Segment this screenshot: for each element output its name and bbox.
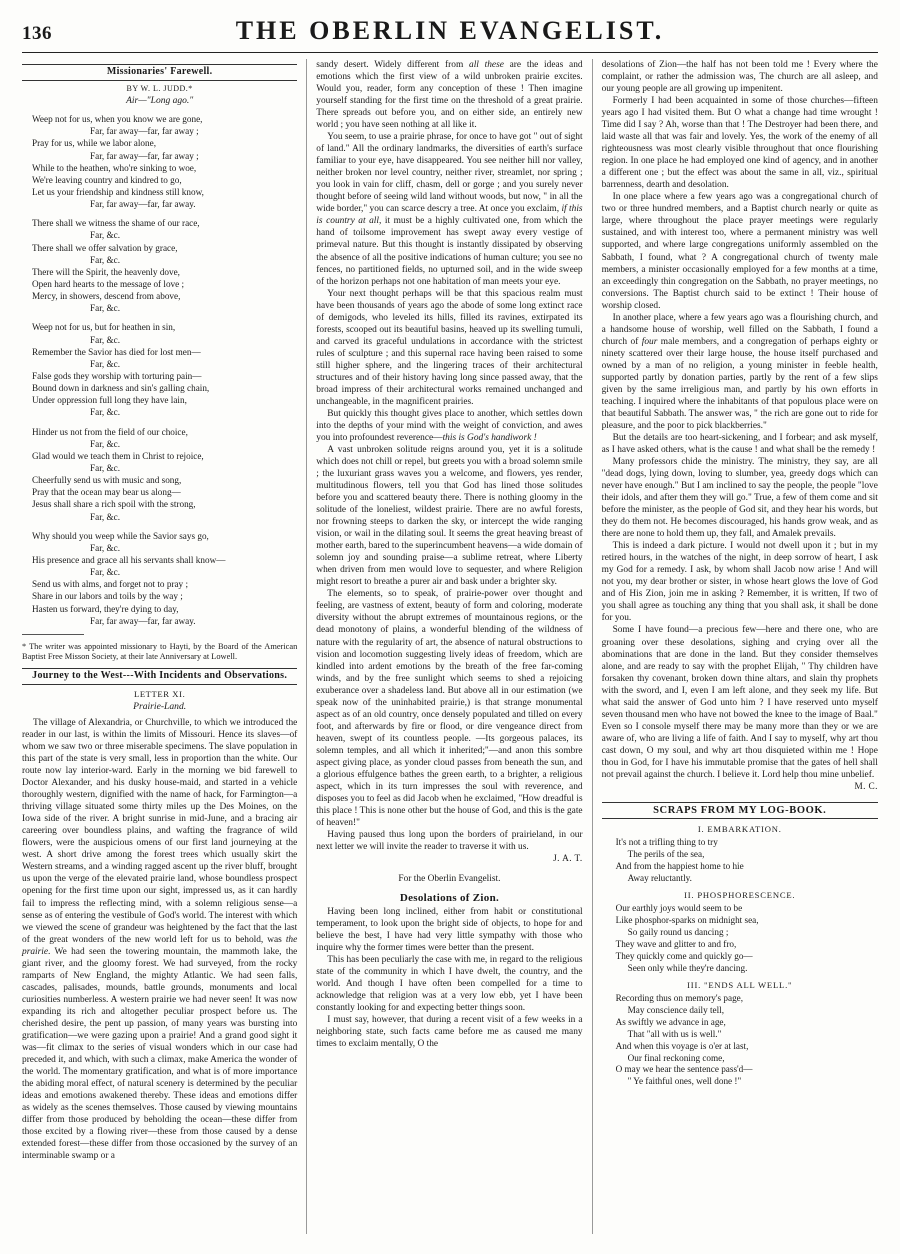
poem-line: Recording thus on memory's page,	[615, 992, 744, 1003]
article-heading-missionaries-farewell: Missionaries' Farewell.	[22, 64, 297, 81]
poem-line: They wave and glitter to and fro,	[615, 938, 737, 949]
poem-line: O may we hear the sentence pass'd—	[615, 1064, 753, 1075]
scrap-subtitle: III. "ENDS ALL WELL."	[687, 979, 793, 990]
poem-line: Far, &c.	[90, 334, 120, 345]
column-2	[307, 59, 592, 1234]
paragraph: But the details are too heart-sickening, and I forbear; and ask myself, as I have asked others, what is the cause ! and what shall be the remedy !	[601, 432, 878, 455]
poem-line: And when this voyage is o'er at last,	[615, 1040, 749, 1051]
poem-line: Far, &c.	[90, 230, 120, 241]
paragraph: Formerly I had been acquainted in some of those churches—fifteen years ago I had visited them. But O what a change had time wrought ! Time did I say ? Ah, worse than that ! The Destroyer had been there, and laid waste all that was fair and lovely. Yes, the work of the enemy of all righteousness was most clearly visible throughout that once flourishing region. In one place he had employed one kind of agency, and in another a different one ; but the effect was about the same in all, viz., spiritual barrenness, dearth and desolation.	[601, 96, 878, 191]
poem-line: Send us with alms, and forget not to pray ;	[32, 579, 188, 590]
poem-line: Remember the Savior has died for lost men—	[32, 346, 201, 357]
poem-line: Like phosphor-sparks on midnight sea,	[615, 914, 759, 925]
paragraph: I must say, however, that during a recent visit of a few weeks in a neighboring state, such facts came before me as caused me many times to exclaim mentally, O the	[316, 1015, 583, 1050]
poem-line: " Ye faithful ones, well done !"	[627, 1076, 742, 1087]
poem-line: False gods they worship with torturing pain—	[32, 371, 202, 381]
poem-line: Far, &c.	[90, 511, 120, 522]
poem-line: Jesus shall share a rich spoil with the strong,	[32, 499, 196, 510]
letter-number: LETTER XI.	[133, 688, 186, 699]
masthead-rule	[22, 52, 878, 53]
poem-line: Far, &c.	[90, 542, 120, 553]
paragraph: The elements, so to speak, of prairie-power over thought and feeling, are vastness of extent, beauty of form and coloring, moderate diversity without the abrupt extremes of mountainous regions, or the dead monotony of plains, a wonderful blending of the wildness of nature with the regularity of art, the absence of natural obstructions to vision and locomotion suggesting lively ideas of freedom, which are kindled into ardent emotions by the breath of the free far-coming winds, and by the free sunlight which seems to shed a rejoicing exuberance over a shadeless land. But above all in our estimation (we speak now of the uninhabited prairie,) is that strange monumental aspect as of an old country, once densely populated and tilled on every foot, and afterwards by fire or flood, or dire vengeance direct from heaven, swept of its countless people. —Its gorgeous palaces, its solemn temples, and all which it inherited;"—and anon this sombre aspect giving place, as yonder cloud passes from beneath the sun, and a glorious effulgence bathes the green earth, to a brighter, a religious aspect, which in its turn impresses the soul with reverence, and disposes you to feel as did Jacob when he exclaimed, "How dreadful is this place ! This is none other but the house of God, and this is the gate of heaven!"	[316, 589, 583, 828]
poem-line: Far, &c.	[90, 303, 120, 314]
poem-line: We're leaving country and kindred to go,	[32, 174, 182, 185]
paragraph: This has been peculiarly the case with me, in regard to the religious state of the community in which I have dwelt, the country, and the world. And though I have often been compelled for a time to acknowledge that religion was at a very low ebb, yet I have been constantly looking for and expecting better things soon.	[316, 955, 583, 1014]
article-signature: M. C.	[854, 781, 878, 792]
poem-line: Far, &c.	[90, 462, 120, 473]
poem-line: There shall we witness the shame of our race,	[32, 218, 200, 229]
poem-line: Our earthly joys would seem to be	[615, 903, 743, 914]
poem-line: Far, far away—far, far away.	[90, 199, 196, 210]
poem-stanza	[32, 113, 297, 210]
poem-line: His presence and grace all his servants shall know—	[32, 554, 226, 565]
poem-stanza	[32, 426, 297, 523]
paragraph: Some I have found—a precious few—here and there one, who are groaning over these desolations, sighing and crying over all the abominations that are done in the land. But they consider themselves alone, and are ready to say with the prophet Elijah, " Thy children have forsaken thy covenant, broken down thine altars, and slain thy prophets with the sword, and I, even I am left alone, and they seek my life. But what said the answer of God unto him ? I have reserved unto myself seven thousand men who have not bowed the knee to the image of Baal." Even so I console myself there may be many more than they or we are aware of, who are living a life of faith. And I say to myself, why art thou cast down, O my soul, and why art thou disquieted within me ! Hope thou in God, for I have his immutable promise that the gates of hell shall not prevail against the church. I believe it. Lord help thou mine unbelief.	[601, 625, 878, 780]
paragraph: You seem, to use a prairie phrase, for once to have got " out of sight of land." All the ordinary landmarks, the diversities of earth's surface familiar to your eye, have disappeared. You see neither hill nor valley, neither broken nor level country, neither river, streamlet, nor spring ; you look in vain for cliff, chasm, dell or gorge ; and you surely never thought before of seeing wild land without woods, but now, " in all the wide border," you can scarce descry a tree. At once you exclaim, if this is country at all, it must be a highly cultivated one, from which the hand of toilsome improvement has swept away every vestige of primeval nature. But this thought is instantly dissipated by observing the absence of all the positive indications of human culture; you see no fences, no partitioned fields, no upturned soil, and in the wide sweep of the horizon perhaps not one habitation of man meets your eye.	[316, 132, 583, 287]
poem-line: Far, &c.	[90, 254, 120, 265]
poem-line: Pray that the ocean may bear us along—	[32, 487, 181, 498]
paragraph: Your next thought perhaps will be that this spacious realm must have been thousands of years ago the abode of some long extinct race of demigods, who leveled its hills, filled its ravines, extirpated its forests, scooped out its beautiful basins, heaved up its swelling tumuli, and carved its graceful undulations in accordance with the strictest rules of sculpture ; and this supernal race having been raised to some still higher sphere, and the lingering traces of their architectural structures and of their history having long since passed away, that the broad impress of their architectural works remained unchanged and unchangeable, in the magnificent prairies.	[316, 288, 583, 407]
poem-line: The perils of the sea,	[627, 849, 705, 860]
poem-line: Open hard hearts to the message of love ;	[32, 279, 185, 290]
poem-line: Weep not for us, when you know we are gone,	[32, 114, 203, 125]
poem-line: Away reluctantly.	[627, 873, 692, 884]
column-3	[593, 59, 878, 1234]
poem-line: Our final reckoning come,	[627, 1052, 725, 1063]
paragraph: Having paused thus long upon the borders of prairieland, in our next letter we will invite the reader to traverse it with us.	[316, 830, 583, 853]
poem-line: And from the happiest home to hie	[615, 861, 744, 872]
paragraph: This is indeed a dark picture. I would not dwell upon it ; but in my retired hours, in the watches of the night, in deep sorrow of heart, I ask my God for a remedy. I ask, by whom shall Jacob now arise ! And will not you, my dear brother or sister, in whose heart glows the love of God and of His Zion, join me in asking ? Remember, it is written, If two of you shall agree as touching any thing that you shall ask, it shall be done for you.	[601, 541, 878, 624]
poem-line: Under oppression full long they have lain,	[32, 395, 187, 406]
poem-line: That "all with us is well."	[627, 1028, 722, 1039]
poem-line: Far, &c.	[90, 407, 120, 418]
poem-line: Let us your friendship and kindness still know,	[32, 187, 204, 198]
columns-container	[22, 59, 878, 1234]
article-heading-scraps-from-my-log-book: SCRAPS FROM MY LOG-BOOK.	[602, 802, 878, 819]
poem-stanza	[32, 217, 297, 314]
poem-line: So gaily round us dancing ;	[627, 926, 729, 937]
scrap-subtitle: I. EMBARKATION.	[697, 824, 782, 835]
poem-line: Mercy, in showers, descend from above,	[32, 291, 181, 302]
page-number: 136	[22, 23, 52, 44]
poem-line: Far, far away—far, far away ;	[90, 126, 199, 137]
poem-missionaries-farewell	[32, 113, 297, 627]
poem-line: There shall we offer salvation by grace,	[32, 242, 178, 253]
poem-line: They quickly come and quickly go—	[615, 950, 753, 961]
scrap-poem	[616, 903, 878, 975]
poem-line: Why should you weep while the Savior says go,	[32, 530, 209, 541]
poem-line: Hasten us forward, they're dying to day,	[32, 603, 179, 614]
paragraph: desolations of Zion—the half has not been told me ! Every where the complaint, or rather the admission was, The church are all asleep, and our young people are all growing up impenitent.	[601, 60, 878, 95]
poem-line: Bound down in darkness and sin's galling chain,	[32, 383, 210, 394]
paragraph: Many professors chide the ministry. The ministry, they say, are all "dead dogs, lying down, loving to slumber, yea, greedy dogs which can never have enough." But I am inclined to say the people, the people "love their idols, and after them they will go." True, a few of them come and sit before the minister, as the people of God sit, and they hear his words, but they do them not. He becomes discouraged, his hands grow weak, and as there are none to hold them up, they fall, and Amalek prevails.	[601, 457, 878, 540]
article-heading-journey-to-the-west: Journey to the West---With Incidents and Observations.	[22, 668, 297, 685]
poem-line: There will the Spirit, the heavenly dove,	[32, 266, 180, 277]
article-signature: J. A. T.	[553, 854, 583, 865]
scrap-subtitle: II. PHOSPHORESCENCE.	[684, 890, 796, 901]
paragraph: The village of Alexandria, or Churchville, to which we introduced the reader in our last, is within the limits of Missouri. Hence its slaves—of whom we saw two or three miserable specimens. The slave population in this part of the state is very small, less in proportion than the white. Our route now lay interior-ward. Early in the morning we bid farewell to Doctor Alexander, and his dusky house-maid, and started in a vehicle thoroughly western, dignified with the name of hack, for Farmington—a thriving village situated some thirty miles up the Des Moines, on the Iowa side of the river. A bright sunrise in mid-June, and a bracing air careering over boundless plains, and wafting the fragrance of wild flowers, were the auspicious omens of our first land journeying at the west. A short drive among the forest trees which usually skirt the Western streams, and a winding ragged ascent up the river bluff, brought us upon the verge of the elevated prairie land, whose boundless prospect opening for the first time upon our sight, impressed us, as it can hardly fail to impress the reflecting mind, with a solemn religious sense—a sense as of entering the vestibule of God's world. The interest with which we viewed the scene of grandeur was heightened by the fact that the last of the great wonders of the new world left for us to behold, was the prairie. We had seen the towering mountain, the mammoth lake, the giant river, and the gloomy forest. We had surveyed, from the rocky ramparts of New England, the mighty Atlantic. We had seen falls, cascades, palisades, mounds, battle grounds, monuments and local curiosities numberless. A western prairie we had never seen! It was now expanding its rich and altogether peculiar prospect before us. The cherished desire, the pent up passion, of many years was bursting into gratification—we were gazing upon a prairie! And a grand good sight it was—fit climax to the series of visual wonders which in our case had preceded it, and which, with such a climax, make America the wonder of the world. The momentary gratification, and what is of more importance the abiding moral effect, of natural scenery is determined by the peculiar ideas and emotions awakened thereby. These ideas and emotions differ as widely as the scenes themselves. Those caused by viewing mountains differ from those produced by beholding the ocean—these differ from those excited by a flowing river—these from those caused by a dense extended forest—these differ from those occasioned by the survey of an interminable swamp or a	[22, 718, 298, 1162]
poem-line: Far, far away—far, far away.	[90, 615, 196, 626]
poem-line: May conscience daily tell,	[627, 1004, 725, 1015]
poem-stanza	[32, 321, 297, 418]
paragraph: In one place where a few years ago was a congregational church of two or three hundred members, and a Baptist church nearly or quite as large, where throughout the place prayer meetings were regularly sustained, and with interest too, where a permanent ministry was well supported, and where large congregations uniformly assembled on the Sabbath, I found, what ? A congregational church of twenty male members, a minister occasionally employed for a few months at a time, an exceedingly thin congregation on the Sabbath, no prayer meetings, no conversions. The Baptist church said to be extinct ! Their house of worship closed.	[601, 192, 878, 311]
poem-line: Glad would we teach them in Christ to rejoice,	[32, 450, 204, 461]
poem-line: Seen only while they're dancing.	[627, 962, 748, 973]
poem-byline: BY W. L. JUDD.*	[126, 83, 193, 93]
poem-line: Far, &c.	[90, 358, 120, 369]
poem-line: Share in our labors and toils by the way ;	[32, 591, 183, 602]
footnote-rule	[22, 634, 84, 635]
poem-line: Far, far away—far, far away ;	[90, 150, 199, 161]
poem-air: Air—"Long ago."	[126, 96, 194, 107]
paragraph: sandy desert. Widely different from all these are the ideas and emotions which the first view of a wild unbroken prairie excites. Would you, reader, form any conception of these ! Then imagine yourself standing for the first time on the threshold of a great prairie. There spreads out before you, and on either side, an entirely new world ; you have seen nothing at all like it.	[316, 60, 583, 131]
masthead	[22, 16, 878, 46]
poem-line: Cheerfully send us with music and song,	[32, 475, 182, 486]
poem-stanza	[32, 530, 297, 627]
letter-subtitle: Prairie-Land.	[133, 700, 187, 712]
poem-line: It's not a trifling thing to try	[615, 837, 718, 848]
poem-line: Pray for us, while we labor alone,	[32, 138, 156, 149]
column-1	[22, 59, 307, 1234]
for-the-oberlin-evangelist-line: For the Oberlin Evangelist.	[398, 873, 501, 884]
paragraph: A vast unbroken solitude reigns around you, yet it is a solitude which does not chill or repel, but greets you with a broad solemn smile ; the luxuriant grass waves you a welcome, and flowers, yes render, multitudinous flowers, tell you that God has lined those solitudes before you and scattered beauty there. There is nothing gloomy in the solitude of the loneliest, wildest prairie. There are no awful forests, nor frowning steeps to darken the sky, or intercept the wide ranging vision, or wail in the dilating soul. It seems the great heaving breast of mother earth, bared to the superincumbent heavens—a wide domain of solemn joy and sounding praise—a sublime retreat, where Liberty when driven from men would love to sequester, and where Religion might resort to breathe a purer air and bask under a brighter sky.	[316, 445, 583, 588]
article-heading-desolations-of-zion: Desolations of Zion.	[399, 891, 500, 904]
poem-line: Far, &c.	[90, 567, 120, 578]
poem-line: As swiftly we advance in age,	[615, 1016, 726, 1027]
publication-title: THE OBERLIN EVANGELIST.	[235, 16, 665, 45]
paragraph: But quickly this thought gives place to another, which settles down into the depths of your mind with the weight of conviction, and awes you into profoundest reverence—this is God's handiwork !	[316, 408, 583, 443]
scrap-poem	[616, 993, 878, 1089]
paragraph: In another place, where a few years ago was a flourishing church, and a handsome house of worship, well filled on the Sabbath, I found a church of four male members, and a congregation of perhaps eighty or ninety scattered over their large house, the house itself purchased and owned by a man of no religion, a young minister in feeble health, supported partly by donation parties, partly by the rent of a few slips given by the same irreligious man, and partly by his own efforts in teaching. I inquired where the inhabitants of that populous place were on that beautiful Sabbath. The answer was, " the rich are gone out to ride for pleasure, and the poor to pick blackberries."	[601, 312, 878, 431]
poem-line: Far, &c.	[90, 438, 120, 449]
poem-line: While to the heathen, who're sinking to woe,	[32, 162, 197, 173]
scrap-poem	[616, 837, 878, 885]
poem-line: Hinder us not from the field of our choice,	[32, 426, 188, 437]
poem-line: Weep not for us, but for heathen in sin,	[32, 322, 176, 333]
poem-footnote: * The writer was appointed missionary to Hayti, by the Board of the American Baptist Free Misson Society, at their late Anniversary at Lowell.	[22, 641, 298, 662]
paragraph: Having been long inclined, either from habit or constitutional temperament, to look upon the bright side of objects, to hope for and believe the best, I have had very little sympathy with those who inquire why the former times were better than the present.	[316, 907, 583, 954]
